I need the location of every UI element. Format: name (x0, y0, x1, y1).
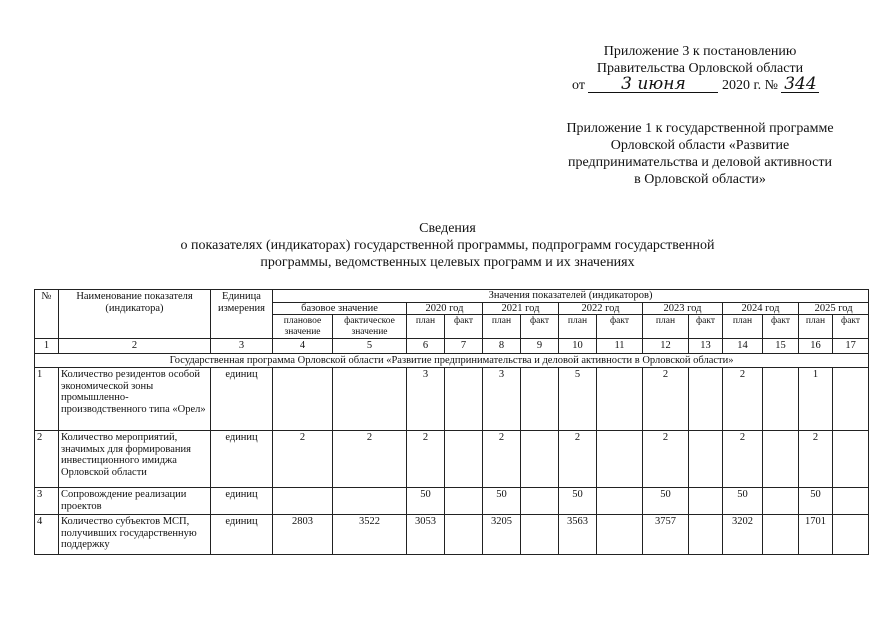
indicator-unit: единиц (211, 431, 273, 488)
header-year-2022: 2022 год (559, 302, 643, 315)
value-cell (521, 515, 559, 555)
column-number: 12 (643, 339, 689, 354)
column-number: 4 (273, 339, 333, 354)
value-cell: 2 (407, 431, 445, 488)
column-number: 9 (521, 339, 559, 354)
row-number: 3 (35, 488, 59, 515)
value-cell: 3053 (407, 515, 445, 555)
header-row-1 (35, 290, 869, 303)
value-cell: 2 (643, 368, 689, 431)
column-number: 11 (597, 339, 643, 354)
value-cell: 1 (799, 368, 833, 431)
value-cell: 2 (799, 431, 833, 488)
value-cell: 50 (723, 488, 763, 515)
value-cell: 2 (723, 431, 763, 488)
value-cell: 2803 (273, 515, 333, 555)
value-cell (833, 515, 869, 555)
row-number: 4 (35, 515, 59, 555)
header-plan-2020: план (407, 315, 445, 339)
value-cell: 50 (643, 488, 689, 515)
table-row (35, 431, 869, 488)
header-plan-2025: план (799, 315, 833, 339)
appendix-1-line4: в Орловской области» (634, 172, 766, 187)
table-row (35, 488, 869, 515)
value-cell: 50 (407, 488, 445, 515)
value-cell (689, 488, 723, 515)
handwritten-number: 344 (781, 77, 819, 93)
header-plan-2023: план (643, 315, 689, 339)
value-cell (333, 368, 407, 431)
program-title: Государственная программа Орловской области «Развитие предпринимательства и деловой активности в Орловской области» (35, 353, 869, 368)
title-line1: Сведения (419, 221, 476, 236)
value-cell: 1701 (799, 515, 833, 555)
header-num: № (35, 290, 59, 339)
value-cell: 3205 (483, 515, 521, 555)
value-cell: 3 (407, 368, 445, 431)
value-cell (833, 488, 869, 515)
value-cell (763, 431, 799, 488)
value-cell (521, 368, 559, 431)
header-year-2024: 2024 год (723, 302, 799, 315)
column-number: 10 (559, 339, 597, 354)
date-prefix: от (572, 78, 585, 93)
value-cell: 2 (273, 431, 333, 488)
appendix-3-block (560, 43, 840, 94)
value-cell (689, 368, 723, 431)
indicator-unit: единиц (211, 515, 273, 555)
value-cell (689, 431, 723, 488)
appendix-1-line1: Приложение 1 к государственной программе (566, 121, 834, 136)
column-number: 17 (833, 339, 869, 354)
value-cell: 2 (333, 431, 407, 488)
indicator-rows (35, 368, 869, 555)
column-number-row (35, 339, 869, 354)
header-unit: Единица измерения (211, 290, 273, 339)
value-cell: 50 (799, 488, 833, 515)
program-title-row (35, 353, 869, 368)
indicator-unit: единиц (211, 368, 273, 431)
column-number: 14 (723, 339, 763, 354)
value-cell (445, 368, 483, 431)
column-number: 8 (483, 339, 521, 354)
table-row (35, 368, 869, 431)
header-planned-value: плановое значение (273, 315, 333, 339)
value-cell (833, 368, 869, 431)
value-cell (597, 488, 643, 515)
header-year-2025: 2025 год (799, 302, 869, 315)
appendix-1-line2: Орловской области «Развитие (610, 138, 790, 153)
value-cell: 2 (559, 431, 597, 488)
title-line3: программы, ведомственных целевых программ и их значениях (260, 255, 635, 270)
header-fact-2023: факт (689, 315, 723, 339)
indicator-unit: единиц (211, 488, 273, 515)
handwritten-date: 3 июня (588, 77, 718, 93)
table-row (35, 515, 869, 555)
value-cell: 2 (723, 368, 763, 431)
value-cell: 3202 (723, 515, 763, 555)
header-fact-2024: факт (763, 315, 799, 339)
column-number: 15 (763, 339, 799, 354)
header-actual-value: фактическое значение (333, 315, 407, 339)
indicator-name: Количество субъектов МСП, получивших государственную поддержку (59, 515, 211, 555)
value-cell (763, 488, 799, 515)
header-plan-2024: план (723, 315, 763, 339)
header-fact-2025: факт (833, 315, 869, 339)
value-cell: 5 (559, 368, 597, 431)
value-cell: 50 (483, 488, 521, 515)
value-cell (833, 431, 869, 488)
appendix-3-line1: Приложение 3 к постановлению (603, 44, 797, 59)
column-number: 3 (211, 339, 273, 354)
value-cell (763, 515, 799, 555)
indicator-name: Количество резидентов особой экономической зоны промышленно-производственного типа «Орел» (59, 368, 211, 431)
appendix-1-block (540, 120, 860, 188)
column-number: 1 (35, 339, 59, 354)
value-cell (445, 431, 483, 488)
column-number: 16 (799, 339, 833, 354)
header-values-group: Значения показателей (индикаторов) (273, 290, 869, 303)
value-cell (273, 368, 333, 431)
header-year-2020: 2020 год (407, 302, 483, 315)
value-cell (763, 368, 799, 431)
header-year-2023: 2023 год (643, 302, 723, 315)
value-cell (689, 515, 723, 555)
indicators-table (34, 289, 869, 555)
column-number: 7 (445, 339, 483, 354)
value-cell: 3522 (333, 515, 407, 555)
value-cell: 3563 (559, 515, 597, 555)
value-cell (521, 488, 559, 515)
value-cell (521, 431, 559, 488)
value-cell (597, 515, 643, 555)
value-cell (445, 488, 483, 515)
value-cell (597, 431, 643, 488)
header-base: базовое значение (273, 302, 407, 315)
document-title (100, 220, 795, 271)
column-number: 6 (407, 339, 445, 354)
value-cell (445, 515, 483, 555)
title-line2: о показателях (индикаторах) государственной программы, подпрограмм государственной (180, 238, 715, 253)
year-text: 2020 г. № (721, 78, 778, 93)
indicator-name: Сопровождение реализации проектов (59, 488, 211, 515)
value-cell: 50 (559, 488, 597, 515)
value-cell (273, 488, 333, 515)
column-number: 13 (689, 339, 723, 354)
indicator-name: Количество мероприятий, значимых для формирования инвестиционного имиджа Орловской области (59, 431, 211, 488)
value-cell (333, 488, 407, 515)
value-cell: 2 (483, 431, 521, 488)
header-fact-2021: факт (521, 315, 559, 339)
row-number: 1 (35, 368, 59, 431)
value-cell: 3757 (643, 515, 689, 555)
column-number: 2 (59, 339, 211, 354)
appendix-3-line2: Правительства Орловской области (596, 61, 804, 76)
appendix-3-date-line (560, 74, 840, 94)
header-fact-2022: факт (597, 315, 643, 339)
header-fact-2020: факт (445, 315, 483, 339)
value-cell (597, 368, 643, 431)
header-plan-2021: план (483, 315, 521, 339)
value-cell: 2 (643, 431, 689, 488)
header-year-2021: 2021 год (483, 302, 559, 315)
header-name: Наименование показателя (индикатора) (59, 290, 211, 339)
value-cell: 3 (483, 368, 521, 431)
column-number: 5 (333, 339, 407, 354)
row-number: 2 (35, 431, 59, 488)
appendix-1-line3: предпринимательства и деловой активности (568, 155, 832, 170)
header-plan-2022: план (559, 315, 597, 339)
